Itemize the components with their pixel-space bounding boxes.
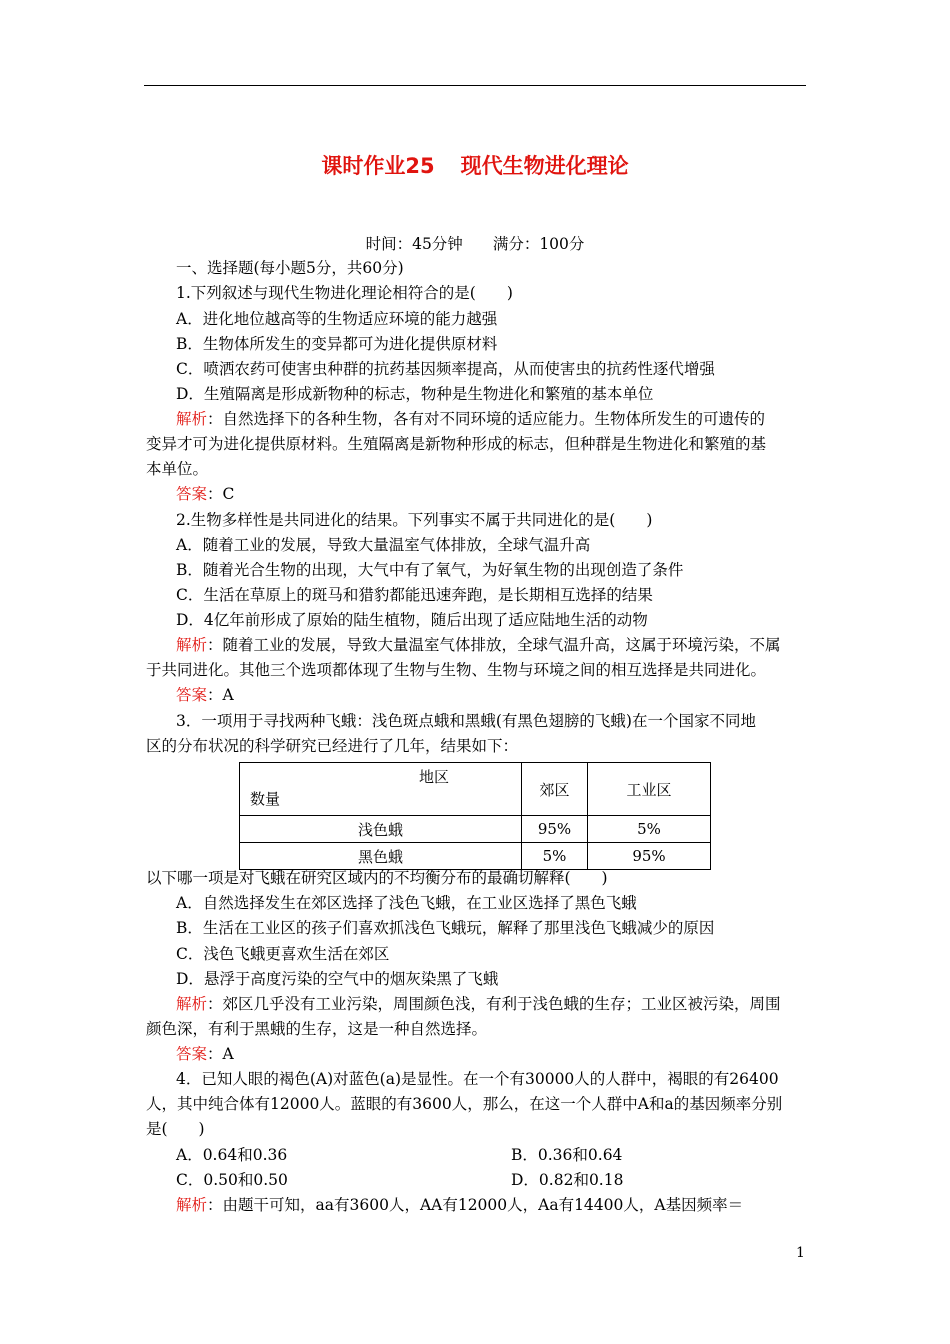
q1-option-b: B．生物体所发生的变异都可为进化提供原材料: [176, 335, 498, 353]
table-cell: 5%: [522, 843, 588, 870]
q1-analysis-line: 本单位。: [146, 460, 209, 478]
q4-option-b: B．0.36和0.64: [511, 1146, 623, 1164]
q3-question: 以下哪一项是对飞蛾在研究区域内的不均衡分布的最确切解释( ): [146, 869, 608, 887]
q1-stem: 1.下列叙述与现代生物进化理论相符合的是( ): [176, 284, 513, 302]
q3-option-b: B．生活在工业区的孩子们喜欢抓浅色飞蛾玩，解释了那里浅色飞蛾减少的原因: [176, 919, 715, 937]
q2-option-a: A．随着工业的发展，导致大量温室气体排放，全球气温升高: [176, 536, 591, 554]
header-rule: [144, 85, 806, 86]
diagonal-line: [240, 763, 521, 815]
q1-option-d: D．生殖隔离是形成新物种的标志，物种是生物进化和繁殖的基本单位: [176, 385, 654, 403]
table-row: [240, 816, 711, 843]
q3-analysis-line: 颜色深，有利于黑蛾的生存，这是一种自然选择。: [146, 1020, 488, 1038]
exam-meta: [0, 232, 950, 254]
q3-analysis: 解析：郊区几乎没有工业污染，周围颜色浅，有利于浅色蛾的生存；工业区被污染，周围: [176, 995, 781, 1013]
table-corner-cell: [240, 763, 522, 816]
q4-option-a: A．0.64和0.36: [176, 1146, 288, 1164]
q1-answer: 答案：C: [176, 485, 235, 503]
q3-option-c: C．浅色飞蛾更喜欢生活在郊区: [176, 945, 390, 963]
q2-analysis: 解析：随着工业的发展，导致大量温室气体排放，全球气温升高，这属于环境污染，不属: [176, 636, 781, 654]
q4-stem: 4．已知人眼的褐色(A)对蓝色(a)是显性。在一个有30000人的人群中，褐眼的有26400: [176, 1070, 779, 1088]
q2-option-d: D．4亿年前形成了原始的陆生植物，随后出现了适应陆地生活的动物: [176, 611, 648, 629]
full-score: 满分：100分: [492, 235, 585, 253]
q1-option-c: C．喷洒农药可使害虫种群的抗药基因频率提高，从而使害虫的抗药性逐代增强: [176, 360, 715, 378]
q3-stem-line: 区的分布状况的科学研究已经进行了几年，结果如下：: [146, 737, 519, 755]
table-row: [240, 843, 711, 870]
section-heading: 一、选择题(每小题5分，共60分): [176, 259, 404, 277]
q2-analysis-line: 于共同进化。其他三个选项都体现了生物与生物、生物与环境之间的相互选择是共同进化。: [146, 661, 767, 679]
q1-analysis: 解析：自然选择下的各种生物，各有对不同环境的适应能力。生物体所发生的可遗传的: [176, 410, 766, 428]
column-header: 工业区: [588, 763, 711, 816]
page-number: 1: [796, 1245, 805, 1261]
q2-option-c: C．生活在草原上的斑马和猎豹都能迅速奔跑，是长期相互选择的结果: [176, 586, 653, 604]
q3-answer: 答案：A: [176, 1045, 234, 1063]
q4-analysis: 解析：由题干可知，aa有3600人，AA有12000人，Aa有14400人，A基因频率＝: [176, 1196, 744, 1214]
corner-label-count: 数量: [250, 790, 281, 808]
table-cell: 5%: [588, 816, 711, 843]
q4-option-d: D．0.82和0.18: [511, 1171, 624, 1189]
table-cell: 95%: [588, 843, 711, 870]
q3-option-d: D．悬浮于高度污染的空气中的烟灰染黑了飞蛾: [176, 970, 499, 988]
q2-answer: 答案：A: [176, 686, 234, 704]
table-cell: 95%: [522, 816, 588, 843]
q3-stem: 3．一项用于寻找两种飞蛾：浅色斑点蛾和黑蛾(有黑色翅膀的飞蛾)在一个国家不同地: [176, 712, 756, 730]
q4-stem-line: 人，其中纯合体有12000人。蓝眼的有3600人，那么，在这一个人群中A和a的基因频率分别: [146, 1095, 783, 1113]
q1-analysis-line: 变异才可为进化提供原材料。生殖隔离是新物种形成的标志，但种群是生物进化和繁殖的基: [146, 435, 767, 453]
q4-option-c: C．0.50和0.50: [176, 1171, 288, 1189]
q3-option-a: A．自然选择发生在郊区选择了浅色飞蛾，在工业区选择了黑色飞蛾: [176, 894, 637, 912]
table-header-row: [240, 763, 711, 816]
q4-stem-line: 是( ): [146, 1120, 205, 1138]
q2-stem: 2.生物多样性是共同进化的结果。下列事实不属于共同进化的是( ): [176, 511, 653, 529]
q2-option-b: B．随着光合生物的出现，大气中有了氧气，为好氧生物的出现创造了条件: [176, 561, 684, 579]
moth-distribution-table: [239, 762, 711, 870]
page-title: 课时作业25 现代生物进化理论: [321, 154, 629, 178]
time-limit: 时间：45分钟: [365, 235, 463, 253]
row-label: 黑色蛾: [240, 843, 522, 870]
q1-option-a: A．进化地位越高等的生物适应环境的能力越强: [176, 310, 498, 328]
column-header: 郊区: [522, 763, 588, 816]
corner-label-region: 地区: [418, 768, 449, 786]
row-label: 浅色蛾: [240, 816, 522, 843]
